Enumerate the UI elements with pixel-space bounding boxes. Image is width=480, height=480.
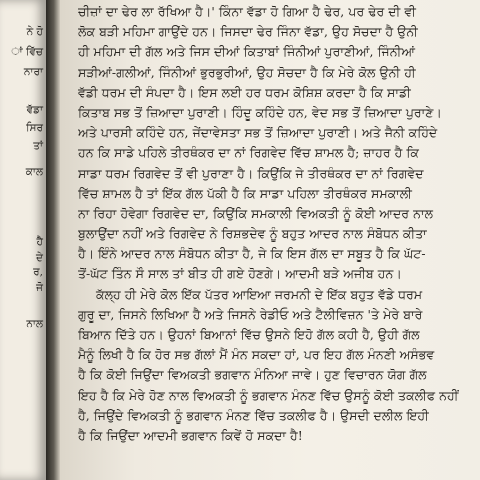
text-line: ਨਾ ਰਿਹਾ ਹੋਵੇਗਾ ਰਿਗਵੇਦ ਦਾ, ਕਿਉਂਕਿ ਸਮਕਾਲੀ ਵਿਅਕਤੀ ਨੂੰ ਕੋਈ ਆਦਰ ਨਾਲ [78, 205, 433, 221]
left-page-fragment: ਨੇ ਹੋ [26, 26, 43, 38]
left-page-fragment: ਨਾਲ [26, 318, 43, 330]
book-gutter [46, 0, 60, 480]
text-line: ਤੋਂ-ਘੱਟ ਤਿੰਨ ਸੌ ਸਾਲ ਤਾਂ ਬੀਤ ਹੀ ਗਏ ਹੋਣਗੇ। ਆਦਮੀ ਬੜੇ ਅਜੀਬ ਹਨ। [78, 266, 402, 282]
text-line: ਹੀ ਮਹਿਮਾ ਦੀ ਗੱਲ ਅਤੇ ਜਿਸ ਦੀਆਂ ਕਿਤਾਬਾਂ ਜਿੰਨੀਆਂ ਪੁਰਾਣੀਆਂ, ਜਿੰਨੀਆਂ [78, 44, 415, 60]
text-line: ਗੁਰੂ ਦਾ, ਜਿਸਨੇ ਲਿਖਿਆ ਹੈ ਅਤੇ ਜਿਸਨੇ ਰੇਡੀਓ ਅਤੇ ਟੈਲੀਵਿਜ਼ਨ 'ਤੇ ਮੇਰੇ ਬਾਰੇ [78, 306, 423, 322]
right-page [60, 0, 480, 480]
text-line: ਇਹ ਹੈ ਕਿ ਮੇਰੇ ਹੋਣ ਨਾਲ ਵਿਅਕਤੀ ਨੂੰ ਭਗਵਾਨ ਮੰਨਣ ਵਿੱਚ ਉਸਨੂੰ ਕੋਈ ਤਕਲੀਫ ਨਹੀਂ [78, 387, 459, 403]
left-page-fragment: ਦੇ [36, 252, 43, 264]
text-line: ਹੈ ਕਿ ਜਿਉਂਦਾ ਆਦਮੀ ਭਗਵਾਨ ਕਿਵੇਂ ਹੋ ਸਕਦਾ ਹੈ! [78, 427, 303, 443]
text-line: ਅਤੇ ਪਾਰਸੀ ਕਹਿੰਦੇ ਹਨ, ਜੇਂਦਾਵੇਸਤਾ ਸਭ ਤੋਂ ਜ਼ਿਆਦਾ ਪੁਰਾਣੀ। ਅਤੇ ਜੈਨੀ ਕਹਿੰਦੇ [78, 125, 438, 141]
text-line: ਸੜੀਆਂ-ਗਲੀਆਂ, ਜਿੰਨੀਆਂ ਭੁਰਭੁਰੀਆਂ, ਉਹ ਸੋਚਦਾ ਹੈ ਕਿ ਮੇਰੇ ਕੋਲ ਉਨੀ ਹੀ [78, 64, 416, 80]
left-page-fragment: ਵੱਡਾ [26, 104, 43, 116]
text-line: ਵਿੱਚ ਸ਼ਾਮਲ ਹੈ ਤਾਂ ਇੱਕ ਗੱਲ ਪੱਕੀ ਹੈ ਕਿ ਸਾਡਾ ਪਹਿਲਾ ਤੀਰਥੰਕਰ ਸਮਕਾਲੀ [78, 185, 413, 201]
text-line: ਸਾਡਾ ਧਰਮ ਰਿਗਵੇਦ ਤੋਂ ਵੀ ਪੁਰਾਣਾ ਹੈ। ਕਿਉਂਕਿ ਜੇ ਤੀਰਥੰਕਰ ਦਾ ਨਾਂ ਰਿਗਵੇਦ [78, 165, 424, 181]
left-page-fragment: ਕਾਲ [25, 166, 43, 178]
text-line: ਹੈ, ਜਿਉਂਦੇ ਵਿਅਕਤੀ ਨੂੰ ਭਗਵਾਨ ਮੰਨਣ ਵਿੱਚ ਤਕਲੀਫ ਹੈ। ਉਸਦੀ ਦਲੀਲ ਇਹੀ [78, 407, 429, 423]
paragraph-first-line: ਕੱਲ੍ਹ ਹੀ ਮੇਰੇ ਕੋਲ ਇੱਕ ਪੱਤਰ ਆਇਆ ਜਰਮਨੀ ਦੇ ਇੱਕ ਬਹੁਤ ਵੱਡੇ ਧਰਮ [96, 286, 423, 302]
text-line: ਚੀਜ਼ਾਂ ਦਾ ਢੇਰ ਲਾ ਰੱਖਿਆ ਹੈ।' ਕਿੰਨਾ ਵੱਡਾ ਹੋ ਗਿਆ ਹੈ ਢੇਰ, ਪਰ ਢੇਰ ਦੀ ਵੀ [78, 4, 416, 19]
left-page-fragment: ਰ, [33, 266, 43, 278]
text-line: ਹੈ ਕਿ ਕੋਈ ਜਿਉਂਦਾ ਵਿਅਕਤੀ ਭਗਵਾਨ ਮੰਨਿਆ ਜਾਵੇ। ਹੁਣ ਵਿਚਾਰਨ ਯੋਗ ਗੱਲ [78, 367, 427, 383]
text-line: ਬਿਆਨ ਦਿੱਤੇ ਹਨ। ਉਹਨਾਂ ਬਿਆਨਾਂ ਵਿੱਚ ਉਸਨੇ ਇਹੋ ਗੱਲ ਕਹੀ ਹੈ, ਉਹੀ ਗੱਲ [78, 327, 420, 342]
text-line: ਮੈਨੂੰ ਲਿਖੀ ਹੈ ਕਿ ਹੋਰ ਸਭ ਗੱਲਾਂ ਮੈਂ ਮੰਨ ਸਕਦਾ ਹਾਂ, ਪਰ ਇਹ ਗੱਲ ਮੰਨਣੀ ਅਸੰਭਵ [78, 347, 435, 363]
left-page-fragment: ਨਾਰਾ [23, 66, 43, 78]
left-page-fragment: ਸਿਰ [26, 122, 43, 134]
left-page-fragment: ਾਂ ਵਿੱਚ [11, 46, 43, 58]
left-page-fragment: ਤਾਂ [33, 140, 43, 152]
left-page [0, 0, 46, 480]
text-line: ਕਿਤਾਬ ਸਭ ਤੋਂ ਜ਼ਿਆਦਾ ਪੁਰਾਣੀ। ਹਿੰਦੂ ਕਹਿੰਦੇ ਹਨ, ਵੇਦ ਸਭ ਤੋਂ ਜ਼ਿਆਦਾ ਪੁਰਾਣੇ। [78, 104, 442, 120]
text-line: ਬੁਲਾਉਂਦਾ ਨਹੀਂ ਅਤੇ ਰਿਗਵੇਦ ਨੇ ਰਿਸ਼ਭਦੇਵ ਨੂੰ ਬਹੁਤ ਆਦਰ ਨਾਲ ਸੰਬੋਧਨ ਕੀਤਾ [78, 226, 427, 242]
body-text [78, 2, 476, 446]
text-line: ਲੋਕ ਬੜੀ ਮਹਿਮਾ ਗਾਉਂਦੇ ਹਨ। ਜਿਸਦਾ ਢੇਰ ਜਿੰਨਾ ਵੱਡਾ, ਉਹ ਸੋਚਦਾ ਹੈ ਉਨੀ [78, 24, 418, 40]
text-line: ਹਨ ਕਿ ਸਾਡੇ ਪਹਿਲੇ ਤੀਰਥੰਕਰ ਦਾ ਨਾਂ ਰਿਗਵੇਦ ਵਿੱਚ ਸ਼ਾਮਲ ਹੈ; ਜ਼ਾਹਰ ਹੈ ਕਿ [78, 145, 419, 161]
text-line: ਹੈ। ਇੰਨੇ ਆਦਰ ਨਾਲ ਸੰਬੋਧਨ ਕੀਤਾ ਹੈ, ਜੇ ਕਿ ਇਸ ਗੱਲ ਦਾ ਸਬੂਤ ਹੈ ਕਿ ਘੱਟ- [78, 246, 426, 262]
text-line: ਵੱਡੀ ਧਰਮ ਦੀ ਸੰਪਦਾ ਹੈ। ਇਸ ਲਈ ਹਰ ਧਰਮ ਕੋਸ਼ਿਸ਼ ਕਰਦਾ ਹੈ ਕਿ ਸਾਡੀ [78, 84, 411, 100]
left-page-fragment: ਜੋ [36, 282, 43, 294]
left-page-fragment: ਹੈ [36, 236, 43, 248]
